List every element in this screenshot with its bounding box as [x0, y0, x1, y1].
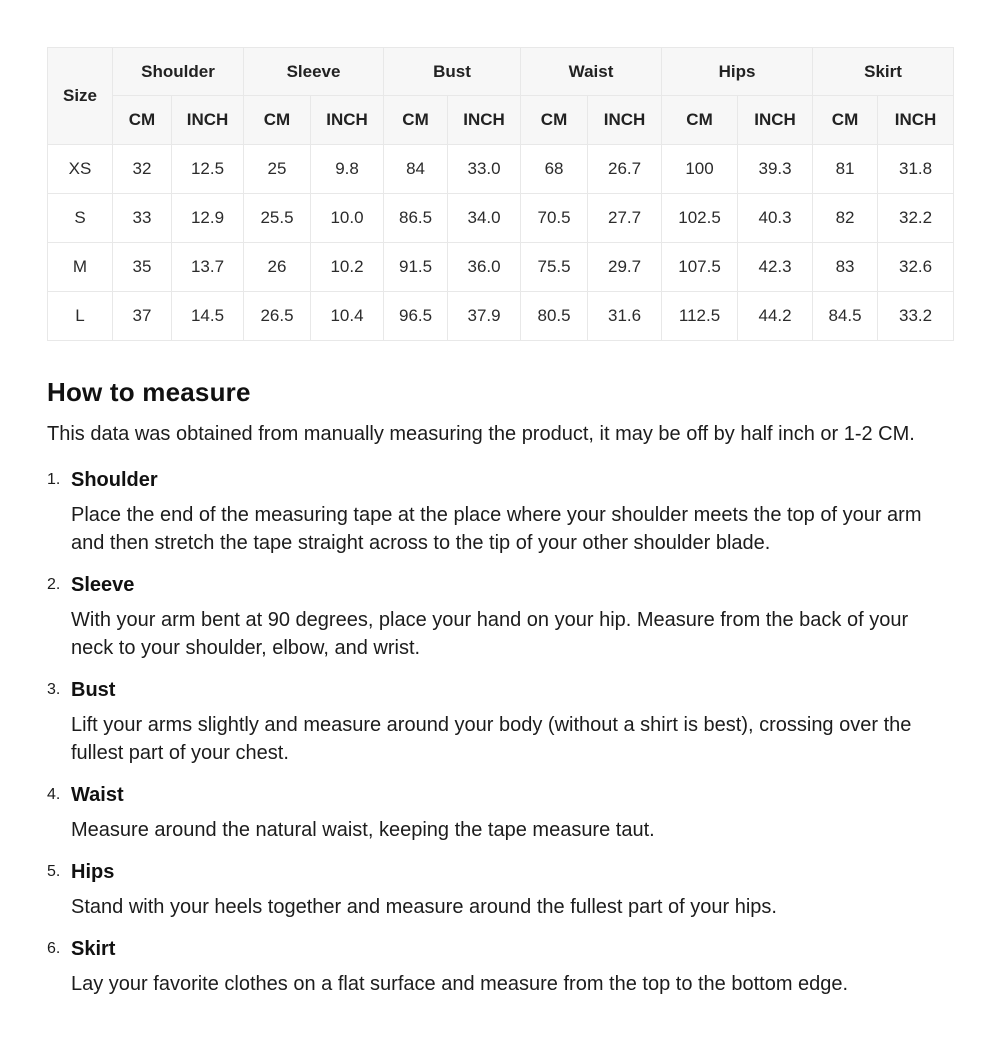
value-cell: 35 — [113, 243, 172, 292]
value-cell: 31.6 — [588, 292, 662, 341]
table-header-row-groups — [48, 48, 954, 96]
value-cell: 84.5 — [813, 292, 878, 341]
measure-step-skirt — [47, 935, 953, 1005]
value-cell: 37 — [113, 292, 172, 341]
table-row-s — [48, 194, 954, 243]
unit-header-bust-inch: INCH — [448, 96, 521, 145]
value-cell: 29.7 — [588, 243, 662, 292]
value-cell: 13.7 — [172, 243, 244, 292]
unit-header-waist-inch: INCH — [588, 96, 662, 145]
unit-header-sleeve-cm: CM — [244, 96, 311, 145]
measure-step-shoulder — [47, 466, 953, 564]
value-cell: 80.5 — [521, 292, 588, 341]
value-cell: 81 — [813, 145, 878, 194]
value-cell: 25 — [244, 145, 311, 194]
step-description: Stand with your heels together and measure around the fullest part of your hips. — [71, 896, 777, 918]
value-cell: 33.2 — [878, 292, 954, 341]
unit-header-hips-inch: INCH — [738, 96, 813, 145]
value-cell: 68 — [521, 145, 588, 194]
step-title: Skirt — [71, 938, 116, 960]
size-cell: M — [48, 243, 113, 292]
value-cell: 42.3 — [738, 243, 813, 292]
value-cell: 33 — [113, 194, 172, 243]
step-number: 4. — [47, 786, 61, 803]
value-cell: 86.5 — [384, 194, 448, 243]
col-header-sleeve: Sleeve — [244, 48, 384, 96]
step-title: Hips — [71, 861, 115, 883]
step-title: Bust — [71, 679, 116, 701]
unit-header-skirt-inch: INCH — [878, 96, 954, 145]
value-cell: 25.5 — [244, 194, 311, 243]
step-number: 3. — [47, 681, 61, 698]
value-cell: 39.3 — [738, 145, 813, 194]
value-cell: 12.9 — [172, 194, 244, 243]
value-cell: 83 — [813, 243, 878, 292]
value-cell: 91.5 — [384, 243, 448, 292]
value-cell: 75.5 — [521, 243, 588, 292]
step-description: Lay your favorite clothes on a flat surface and measure from the top to the bottom edge. — [71, 973, 849, 995]
unit-header-skirt-cm: CM — [813, 96, 878, 145]
step-description: With your arm bent at 90 degrees, place your hand on your hip. Measure from the back of your neck to your shoulder, elbow, and wrist. — [71, 609, 909, 659]
value-cell: 32.2 — [878, 194, 954, 243]
measure-step-bust — [47, 676, 953, 774]
unit-header-shoulder-cm: CM — [113, 96, 172, 145]
value-cell: 34.0 — [448, 194, 521, 243]
value-cell: 26 — [244, 243, 311, 292]
value-cell: 31.8 — [878, 145, 954, 194]
value-cell: 70.5 — [521, 194, 588, 243]
value-cell: 112.5 — [662, 292, 738, 341]
value-cell: 26.5 — [244, 292, 311, 341]
table-row-xs — [48, 145, 954, 194]
table-row-l — [48, 292, 954, 341]
table-row-m — [48, 243, 954, 292]
unit-header-shoulder-inch: INCH — [172, 96, 244, 145]
value-cell: 44.2 — [738, 292, 813, 341]
value-cell: 32.6 — [878, 243, 954, 292]
value-cell: 27.7 — [588, 194, 662, 243]
value-cell: 10.0 — [311, 194, 384, 243]
step-number: 1. — [47, 471, 61, 488]
value-cell: 82 — [813, 194, 878, 243]
measure-step-hips — [47, 858, 953, 928]
value-cell: 14.5 — [172, 292, 244, 341]
value-cell: 26.7 — [588, 145, 662, 194]
value-cell: 100 — [662, 145, 738, 194]
unit-header-waist-cm: CM — [521, 96, 588, 145]
value-cell: 10.2 — [311, 243, 384, 292]
step-title: Waist — [71, 784, 124, 806]
measure-step-sleeve — [47, 571, 953, 669]
unit-header-sleeve-inch: INCH — [311, 96, 384, 145]
measure-step-waist — [47, 781, 953, 851]
step-number: 6. — [47, 940, 61, 957]
value-cell: 102.5 — [662, 194, 738, 243]
step-title: Shoulder — [71, 469, 158, 491]
value-cell: 32 — [113, 145, 172, 194]
value-cell: 12.5 — [172, 145, 244, 194]
how-to-measure-title: How to measure — [47, 377, 251, 407]
size-chart-table — [47, 47, 954, 341]
step-description: Measure around the natural waist, keeping the tape measure taut. — [71, 819, 655, 841]
value-cell: 96.5 — [384, 292, 448, 341]
value-cell: 9.8 — [311, 145, 384, 194]
col-header-waist: Waist — [521, 48, 662, 96]
value-cell: 36.0 — [448, 243, 521, 292]
step-number: 2. — [47, 576, 61, 593]
size-chart-body — [48, 145, 954, 341]
step-number: 5. — [47, 863, 61, 880]
value-cell: 10.4 — [311, 292, 384, 341]
value-cell: 107.5 — [662, 243, 738, 292]
value-cell: 40.3 — [738, 194, 813, 243]
table-header-row-units — [48, 96, 954, 145]
col-header-size: Size — [48, 48, 113, 145]
col-header-shoulder: Shoulder — [113, 48, 244, 96]
step-description: Lift your arms slightly and measure around your body (without a shirt is best), crossing over the fullest part of your chest. — [71, 714, 912, 764]
step-title: Sleeve — [71, 574, 135, 596]
value-cell: 37.9 — [448, 292, 521, 341]
value-cell: 33.0 — [448, 145, 521, 194]
size-cell: XS — [48, 145, 113, 194]
size-cell: L — [48, 292, 113, 341]
step-description: Place the end of the measuring tape at the place where your shoulder meets the top of your arm and then stretch the tape straight across to the tip of your other shoulder blade. — [71, 504, 922, 554]
col-header-hips: Hips — [662, 48, 813, 96]
value-cell: 84 — [384, 145, 448, 194]
unit-header-bust-cm: CM — [384, 96, 448, 145]
unit-header-hips-cm: CM — [662, 96, 738, 145]
size-cell: S — [48, 194, 113, 243]
col-header-bust: Bust — [384, 48, 521, 96]
measure-steps — [47, 466, 953, 1005]
col-header-skirt: Skirt — [813, 48, 954, 96]
how-to-measure-intro: This data was obtained from manually measuring the product, it may be off by half inch or 1-2 CM. — [47, 423, 915, 445]
